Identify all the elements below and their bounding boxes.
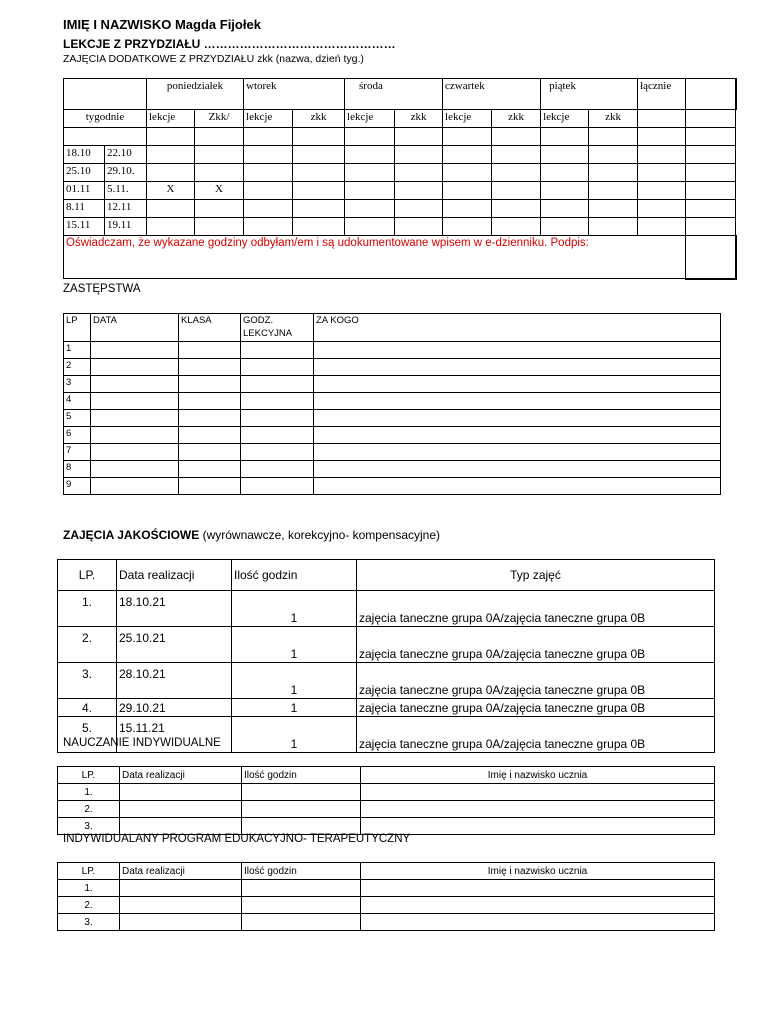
table-cell: [361, 818, 715, 835]
table-cell: [64, 128, 147, 146]
col-lp: LP.: [58, 767, 120, 784]
col-student: Imię i nazwisko ucznia: [361, 863, 715, 880]
sub-tue-lekcje: lekcje: [244, 110, 293, 128]
table-cell: [179, 393, 241, 410]
table-cell: [395, 146, 443, 164]
table-cell: 22.10: [105, 146, 147, 164]
table-cell: 5.11.: [105, 182, 147, 200]
table-cell: [345, 182, 395, 200]
table-cell: [241, 478, 314, 495]
table-cell: [91, 359, 179, 376]
table-cell: 1: [64, 342, 91, 359]
table-cell: [345, 128, 395, 146]
table-cell: 1.: [58, 784, 120, 801]
table-cell: [314, 359, 721, 376]
table-row: [64, 410, 721, 427]
table-cell: 28.10.21: [117, 663, 232, 699]
table-cell: [179, 478, 241, 495]
table-cell: 25.10: [64, 164, 105, 182]
table-cell: 1: [232, 663, 357, 699]
table-cell: 9: [64, 478, 91, 495]
table-cell: [686, 236, 736, 279]
table-cell: [179, 359, 241, 376]
sub-tue-zkk: zkk: [293, 110, 345, 128]
weekly-empty-row: [64, 128, 736, 146]
col-lp: LP.: [58, 863, 120, 880]
table-cell: [541, 200, 589, 218]
table-row: [58, 818, 715, 835]
table-cell: [147, 128, 195, 146]
table-cell: [638, 146, 686, 164]
weekly-table: [63, 78, 737, 280]
table-cell: [120, 818, 242, 835]
table-cell: 3.: [58, 914, 120, 931]
table-cell: [242, 818, 361, 835]
col-lp: LP.: [58, 560, 117, 591]
table-cell: 19.11: [105, 218, 147, 236]
table-cell: [91, 410, 179, 427]
table-cell: 2: [64, 359, 91, 376]
day-header-total: łącznie: [638, 79, 686, 110]
table-cell: zajęcia taneczne grupa 0A/zajęcia taneczne grupa 0B: [357, 717, 715, 753]
table-cell: [179, 376, 241, 393]
table-cell: [541, 128, 589, 146]
assigned-lessons-line: LEKCJE Z PRZYDZIAŁU …………………………………………: [63, 37, 396, 51]
declaration-row: [64, 236, 736, 279]
table-cell: [195, 146, 244, 164]
table-cell: [179, 342, 241, 359]
table-cell: 18.10: [64, 146, 105, 164]
table-cell: [492, 146, 541, 164]
table-cell: [244, 200, 293, 218]
sub-mon-zkk: Zkk/: [195, 110, 244, 128]
table-cell: 2.: [58, 897, 120, 914]
table-cell: 1: [232, 591, 357, 627]
table-cell: 4: [64, 393, 91, 410]
table-cell: zajęcia taneczne grupa 0A/zajęcia taneczne grupa 0B: [357, 591, 715, 627]
col-class: KLASA: [179, 314, 241, 342]
table-cell: [589, 128, 638, 146]
table-cell: 25.10.21: [117, 627, 232, 663]
weekly-week-row: [64, 218, 736, 236]
table-row: [64, 444, 721, 461]
table-cell: 29.10.: [105, 164, 147, 182]
table-cell: 2.: [58, 801, 120, 818]
table-cell: 15.11.21: [117, 717, 232, 753]
table-cell: [638, 182, 686, 200]
table-cell: [686, 110, 736, 128]
table-cell: [314, 478, 721, 495]
table-cell: [91, 427, 179, 444]
table-row: [64, 478, 721, 495]
sub-fri-lekcje: lekcje: [541, 110, 589, 128]
table-cell: 1.: [58, 880, 120, 897]
table-cell: [244, 218, 293, 236]
table-row: [58, 627, 715, 663]
table-cell: [492, 200, 541, 218]
name-label: IMIĘ I NAZWISKO: [63, 17, 172, 32]
table-cell: [91, 376, 179, 393]
table-cell: [541, 218, 589, 236]
table-cell: [120, 914, 242, 931]
table-cell: [241, 393, 314, 410]
table-cell: [293, 128, 345, 146]
sub-thu-zkk: zkk: [492, 110, 541, 128]
table-cell: [195, 200, 244, 218]
table-cell: [179, 427, 241, 444]
table-cell: [395, 164, 443, 182]
table-cell: 1: [232, 627, 357, 663]
table-cell: [686, 79, 736, 110]
table-cell: zajęcia taneczne grupa 0A/zajęcia taneczne grupa 0B: [357, 663, 715, 699]
table-cell: [64, 79, 147, 110]
table-cell: 1: [232, 717, 357, 753]
table-cell: [179, 461, 241, 478]
table-cell: [361, 801, 715, 818]
table-cell: [361, 914, 715, 931]
extra-classes-line: ZAJĘCIA DODATKOWE Z PRZYDZIAŁU zkk (nazwa, dzień tyg.): [63, 53, 364, 65]
table-cell: [443, 200, 492, 218]
mark-x: X: [147, 182, 195, 200]
weekly-week-row: [64, 182, 736, 200]
col-hours: Ilość godzin: [242, 863, 361, 880]
table-cell: [147, 164, 195, 182]
table-cell: zajęcia taneczne grupa 0A/zajęcia taneczne grupa 0B: [357, 627, 715, 663]
table-cell: 2.: [58, 627, 117, 663]
sub-wed-zkk: zkk: [395, 110, 443, 128]
iptp-table: [57, 862, 715, 931]
table-cell: [195, 164, 244, 182]
indiv-header-row: [58, 767, 715, 784]
table-cell: [147, 218, 195, 236]
table-cell: [361, 880, 715, 897]
table-row: [64, 461, 721, 478]
table-cell: [91, 478, 179, 495]
table-row: [64, 393, 721, 410]
table-cell: [443, 146, 492, 164]
table-cell: [120, 801, 242, 818]
iptp-title: INDYWIDUALANY PROGRAM EDUKACYJNO- TERAPEUTYCZNY: [63, 833, 411, 845]
table-cell: [541, 182, 589, 200]
table-cell: 5.: [58, 717, 117, 753]
weeks-label: tygodnie: [64, 110, 147, 128]
table-cell: [589, 182, 638, 200]
table-cell: [314, 342, 721, 359]
sub-mon-lekcje: lekcje: [147, 110, 195, 128]
table-cell: [686, 164, 736, 182]
table-row: [58, 699, 715, 717]
table-cell: [293, 200, 345, 218]
table-cell: [293, 146, 345, 164]
table-cell: [120, 784, 242, 801]
sub-fri-zkk: zkk: [589, 110, 638, 128]
day-header-wed: środa: [345, 79, 443, 110]
table-cell: [314, 461, 721, 478]
table-cell: [443, 218, 492, 236]
table-cell: [242, 880, 361, 897]
table-cell: [293, 164, 345, 182]
table-cell: [242, 784, 361, 801]
table-cell: [314, 427, 721, 444]
table-cell: 4.: [58, 699, 117, 717]
col-date: Data realizacji: [117, 560, 232, 591]
table-cell: [179, 444, 241, 461]
indiv-table: [57, 766, 715, 835]
table-cell: [91, 393, 179, 410]
table-cell: [686, 200, 736, 218]
table-row: [58, 591, 715, 627]
table-cell: [314, 376, 721, 393]
table-cell: [638, 218, 686, 236]
table-cell: 3.: [58, 818, 120, 835]
col-lp: LP: [64, 314, 91, 342]
table-cell: [492, 128, 541, 146]
table-cell: [345, 164, 395, 182]
col-hours: Ilość godzin: [232, 560, 357, 591]
table-cell: [638, 164, 686, 182]
table-cell: [395, 200, 443, 218]
table-row: [58, 880, 715, 897]
table-row: [58, 801, 715, 818]
col-student: Imię i nazwisko ucznia: [361, 767, 715, 784]
col-date: Data realizacji: [120, 767, 242, 784]
table-cell: [395, 182, 443, 200]
col-lesson-hour: GODZ. LEKCYJNA: [241, 314, 314, 342]
table-cell: [541, 146, 589, 164]
table-cell: [395, 218, 443, 236]
table-cell: [241, 444, 314, 461]
weekly-week-row: [64, 200, 736, 218]
table-cell: [195, 218, 244, 236]
table-cell: [293, 182, 345, 200]
table-cell: [395, 128, 443, 146]
weekly-week-row: [64, 164, 736, 182]
quality-title-rest: (wyrównawcze, korekcyjno- kompensacyjne): [199, 528, 440, 542]
table-cell: 1.: [58, 591, 117, 627]
table-cell: 7: [64, 444, 91, 461]
table-cell: [443, 182, 492, 200]
table-cell: [242, 801, 361, 818]
table-cell: [147, 200, 195, 218]
table-cell: [638, 200, 686, 218]
table-cell: [589, 200, 638, 218]
table-cell: 3.: [58, 663, 117, 699]
mark-x: X: [195, 182, 244, 200]
table-cell: [244, 146, 293, 164]
table-row: [64, 376, 721, 393]
col-type: Typ zajęć: [357, 560, 715, 591]
quality-title: [63, 528, 440, 542]
table-cell: 8.11: [64, 200, 105, 218]
iptp-header-row: [58, 863, 715, 880]
day-header-mon: poniedziałek: [147, 79, 244, 110]
table-cell: [443, 164, 492, 182]
table-cell: [91, 461, 179, 478]
table-cell: zajęcia taneczne grupa 0A/zajęcia taneczne grupa 0B: [357, 699, 715, 717]
table-cell: [244, 128, 293, 146]
weekly-sub-row: [64, 110, 736, 128]
table-cell: [492, 164, 541, 182]
table-row: [64, 359, 721, 376]
col-date: Data realizacji: [120, 863, 242, 880]
table-cell: [120, 897, 242, 914]
table-row: [64, 427, 721, 444]
table-cell: [241, 410, 314, 427]
declaration-text: Oświadczam, że wykazane godziny odbyłam/em i są udokumentowane wpisem w e-dzienniku. Podpis:: [64, 236, 686, 279]
table-cell: 01.11: [64, 182, 105, 200]
table-cell: [638, 110, 686, 128]
table-row: [58, 784, 715, 801]
table-cell: [345, 200, 395, 218]
quality-header-row: [58, 560, 715, 591]
day-header-thu: czwartek: [443, 79, 541, 110]
table-cell: 3: [64, 376, 91, 393]
col-for-whom: ZA KOGO: [314, 314, 721, 342]
table-cell: [241, 427, 314, 444]
subs-title: ZASTĘPSTWA: [63, 283, 141, 295]
table-cell: [241, 342, 314, 359]
col-date: DATA: [91, 314, 179, 342]
quality-title-bold: ZAJĘCIA JAKOŚCIOWE: [63, 528, 200, 542]
table-cell: [314, 393, 721, 410]
subs-header-row: [64, 314, 721, 342]
day-header-tue: wtorek: [244, 79, 345, 110]
table-cell: [314, 410, 721, 427]
table-cell: [686, 218, 736, 236]
table-cell: [241, 461, 314, 478]
table-cell: [492, 182, 541, 200]
table-cell: [314, 444, 721, 461]
table-cell: [589, 164, 638, 182]
table-cell: [241, 376, 314, 393]
table-cell: [241, 359, 314, 376]
table-cell: [195, 128, 244, 146]
table-cell: [242, 897, 361, 914]
table-cell: [91, 342, 179, 359]
table-row: [58, 914, 715, 931]
weekly-days-row: [64, 79, 736, 110]
table-cell: [686, 182, 736, 200]
table-cell: [244, 164, 293, 182]
table-cell: [293, 218, 345, 236]
table-cell: [179, 410, 241, 427]
table-cell: 15.11: [64, 218, 105, 236]
table-cell: [443, 128, 492, 146]
table-cell: [361, 784, 715, 801]
name-line: [63, 17, 261, 32]
table-row: [64, 342, 721, 359]
table-cell: 12.11: [105, 200, 147, 218]
table-row: [58, 897, 715, 914]
table-cell: [345, 146, 395, 164]
table-cell: [589, 218, 638, 236]
table-cell: [120, 880, 242, 897]
table-cell: 8: [64, 461, 91, 478]
sub-thu-lekcje: lekcje: [443, 110, 492, 128]
table-cell: 5: [64, 410, 91, 427]
table-cell: [361, 897, 715, 914]
table-cell: [492, 218, 541, 236]
table-row: [58, 663, 715, 699]
quality-table: [57, 559, 715, 753]
table-cell: 29.10.21: [117, 699, 232, 717]
table-cell: [244, 182, 293, 200]
weekly-week-row: [64, 146, 736, 164]
sub-wed-lekcje: lekcje: [345, 110, 395, 128]
day-header-fri: piątek: [541, 79, 638, 110]
table-cell: [147, 146, 195, 164]
col-hours: Ilość godzin: [242, 767, 361, 784]
table-cell: [242, 914, 361, 931]
table-cell: 18.10.21: [117, 591, 232, 627]
table-cell: [345, 218, 395, 236]
table-cell: [638, 128, 686, 146]
table-cell: [589, 146, 638, 164]
table-cell: [91, 444, 179, 461]
table-cell: [541, 164, 589, 182]
table-cell: [686, 146, 736, 164]
name-value: Magda Fijołek: [174, 17, 261, 32]
table-cell: 1: [232, 699, 357, 717]
indiv-title: NAUCZANIE INDYWIDUALNE: [63, 737, 221, 749]
subs-table: [63, 313, 721, 495]
table-cell: 6: [64, 427, 91, 444]
table-cell: [686, 128, 736, 146]
